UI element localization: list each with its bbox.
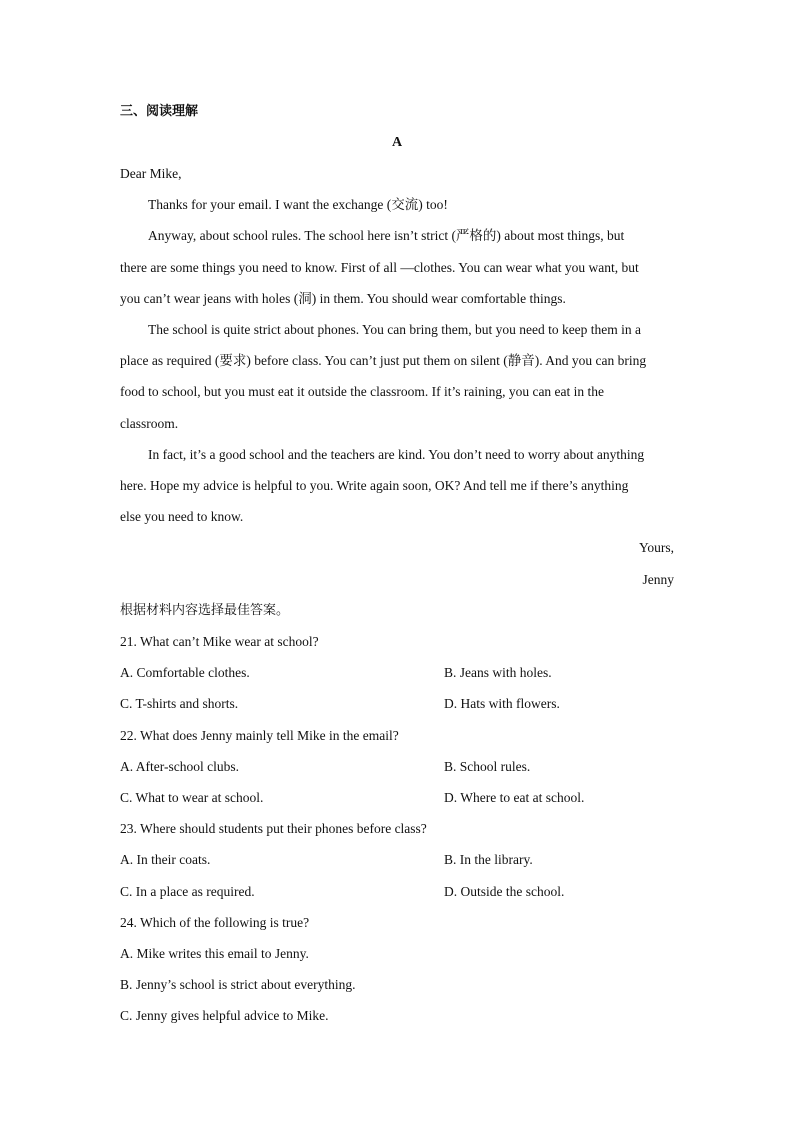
letter-line: here. Hope my advice is helpful to you. Write again soon, OK? And tell me if there’s anything (120, 478, 629, 493)
letter-line: you can’t wear jeans with holes (洞) in them. You should wear comfortable things. (120, 291, 566, 306)
letter-closing: Yours, (638, 540, 674, 555)
option-a: A. Comfortable clothes. (120, 665, 250, 680)
option-b: B. In the library. (444, 852, 533, 867)
letter-line: there are some things you need to know. First of all —clothes. You can wear what you want, but (120, 260, 639, 275)
passage-title: A (391, 135, 403, 150)
option-c: C. What to wear at school. (120, 790, 264, 805)
instruction: 根据材料内容选择最佳答案。 (120, 603, 290, 618)
letter-line: Thanks for your email. I want the exchange (交流) too! (148, 197, 448, 212)
option-c: C. T-shirts and shorts. (120, 696, 239, 711)
option-d: D. Hats with flowers. (444, 696, 560, 711)
option-d: D. Where to eat at school. (444, 790, 585, 805)
letter-line: In fact, it’s a good school and the teachers are kind. You don’t need to worry about anything (148, 447, 645, 462)
letter-line: food to school, but you must eat it outside the classroom. If it’s raining, you can eat in the (120, 384, 605, 399)
letter-line: place as required (要求) before class. You can’t just put them on silent (静音). And you can bring (120, 353, 647, 368)
option-b: B. Jenny’s school is strict about everything. (120, 977, 356, 992)
letter-line: classroom. (120, 416, 179, 431)
option-a: A. Mike writes this email to Jenny. (120, 946, 309, 961)
option-d: D. Outside the school. (444, 884, 565, 899)
option-a: A. In their coats. (120, 852, 211, 867)
option-a: A. After-school clubs. (120, 759, 239, 774)
letter-greeting: Dear Mike, (120, 166, 182, 181)
question-stem: 24. Which of the following is true? (120, 915, 310, 930)
letter-line: Anyway, about school rules. The school here isn’t strict (严格的) about most things, but (148, 228, 625, 243)
option-c: C. In a place as required. (120, 884, 255, 899)
question-stem: 23. Where should students put their phones before class? (120, 821, 427, 836)
option-c: C. Jenny gives helpful advice to Mike. (120, 1008, 329, 1023)
section-heading: 三、阅读理解 (120, 104, 199, 119)
letter-line: The school is quite strict about phones. You can bring them, but you need to keep them in a (148, 322, 642, 337)
option-b: B. School rules. (444, 759, 531, 774)
question-stem: 21. What can’t Mike wear at school? (120, 634, 319, 649)
letter-signature: Jenny (642, 572, 674, 587)
option-b: B. Jeans with holes. (444, 665, 552, 680)
question-stem: 22. What does Jenny mainly tell Mike in the email? (120, 728, 399, 743)
letter-line: else you need to know. (120, 509, 244, 524)
